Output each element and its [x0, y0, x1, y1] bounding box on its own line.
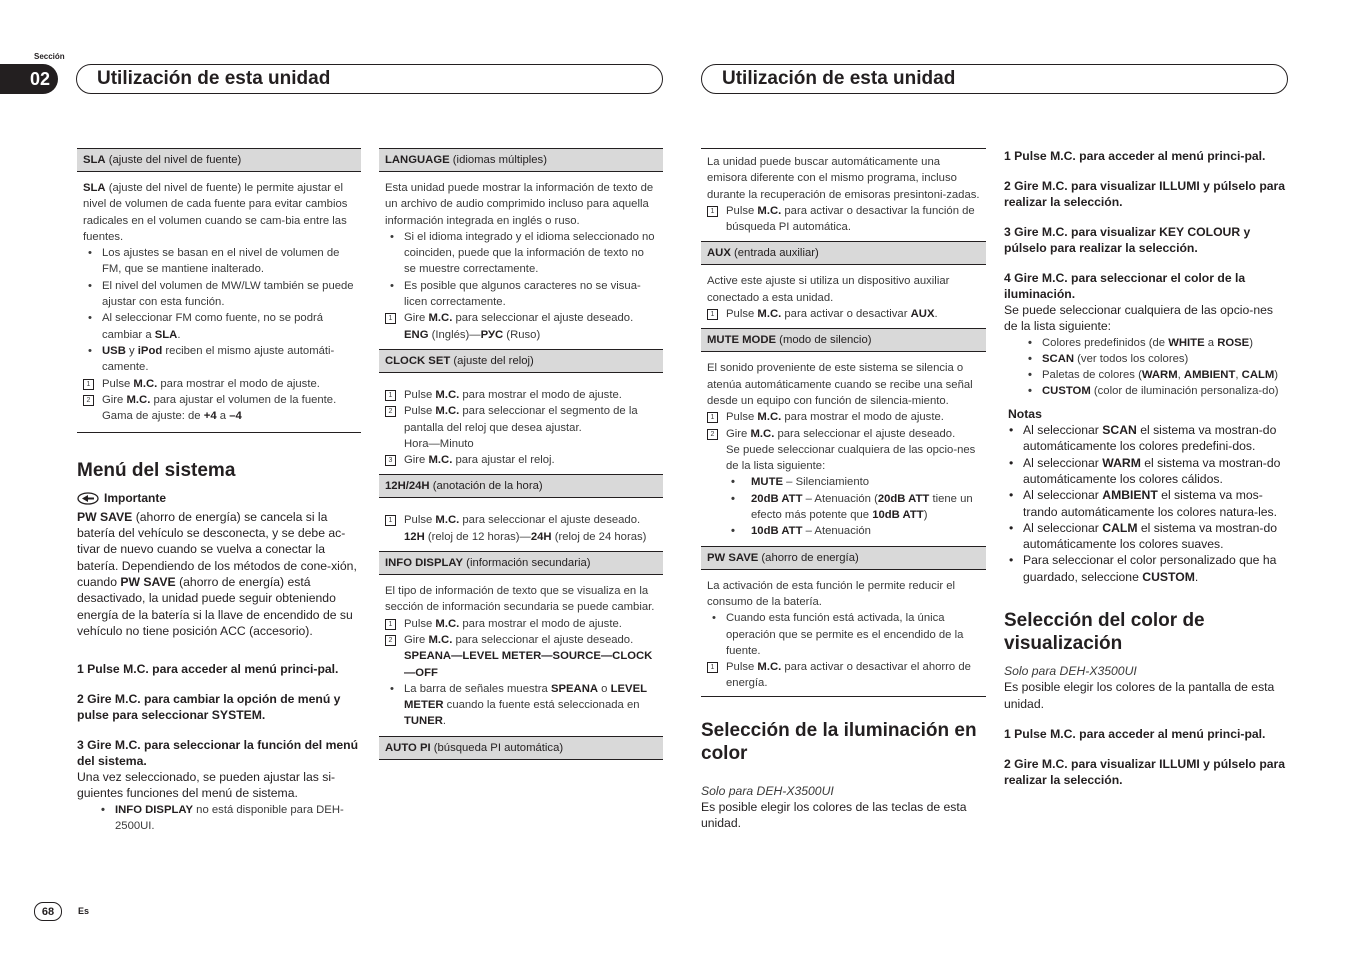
- list-item: • USB y iPod reciben el mismo ajuste automáti-camente.: [83, 343, 355, 376]
- list-item: • Los ajustes se basan en el nivel de volumen de FM, que se mantiene inalterado.: [83, 245, 355, 278]
- step-2: 2 Gire M.C. para cambiar la opción de menú y pulse para seleccionar SYSTEM.: [77, 692, 341, 723]
- list-item: • INFO DISPLAY no está disponible para DEH-2500UI.: [77, 802, 361, 835]
- step-2: 2 Gire M.C. para visualizar ILLUMI y púlselo para realizar la selección.: [1004, 756, 1286, 787]
- display-color-body: Es posible elegir los colores de la pantalla de esta unidad.: [1004, 680, 1275, 711]
- table-header-mute-mode: MUTE MODE (modo de silencio): [701, 328, 986, 352]
- step-2: 2 Gire M.C. para visualizar ILLUMI y púlselo para realizar la selección.: [1004, 179, 1286, 209]
- step-item: 1 Pulse M.C. para mostrar el modo de ajuste.: [83, 376, 355, 392]
- step-item: 1 Pulse M.C. para mostrar el modo de ajuste.: [385, 616, 657, 632]
- table-header-pw-save: PW SAVE (ahorro de energía): [701, 546, 986, 570]
- list-item: • El nivel del volumen de MW/LW también se puede ajustar con esta función.: [83, 278, 355, 311]
- step-item: 1 Pulse M.C. para activar o desactivar AUX.: [707, 306, 980, 322]
- table-header-info-display: INFO DISPLAY (información secundaria): [379, 551, 663, 575]
- aux-body: Active este ajuste si utiliza un dispositivo auxiliar conectado a esta unidad.: [707, 275, 950, 304]
- table-body-12h24h: [379, 512, 663, 551]
- mute-body: El sonido proveniente de este sistema se silencia o atenúa automáticamente cuando se recibe una señal desde un equipo con función de silencia-miento.: [707, 362, 973, 407]
- table-body-aux: [701, 273, 986, 328]
- pw-save-body: La activación de esta función le permite reducir el consumo de la batería.: [707, 579, 956, 608]
- list-item: • MUTE – Silenciamiento: [707, 474, 980, 490]
- step-3: 3 Gire M.C. para seleccionar la función del menú del sistema.: [77, 738, 359, 769]
- step-item: 2 Pulse M.C. para seleccionar el segmento de la pantalla del reloj que desea ajustar. Hora—Minuto: [385, 403, 657, 452]
- step-3-body: Una vez seleccionado, se pueden ajustar las si-guientes funciones del menú de sistema.: [77, 770, 336, 801]
- sla-intro: SLA (ajuste del nivel de fuente) le permite ajustar el nivel de volumen de cada fuente para evitar cambios radicales en el volumen cuando se cam-bia entre las fuentes.: [83, 182, 348, 243]
- step-1: 1 Pulse M.C. para acceder al menú princi-pal.: [77, 662, 339, 677]
- column-1: [77, 148, 361, 834]
- notes-list: [1004, 422, 1289, 585]
- table-body-info-display: [379, 583, 663, 736]
- section-label: Sección: [34, 52, 65, 61]
- list-item: • Al seleccionar WARM el sistema va mostran-do automáticamente los colores cálidos.: [1004, 455, 1289, 488]
- step-4: 4 Gire M.C. para seleccionar el color de la iluminación.: [1004, 271, 1246, 301]
- notes-heading: Notas: [1008, 406, 1042, 421]
- list-item: • Si el idioma integrado y el idioma seleccionado no coinciden, puede que la información de texto no se muestre correctamente.: [385, 229, 657, 278]
- section-title-display-color: Selección del color de visualización: [1004, 610, 1205, 655]
- table-body-sla: [77, 180, 361, 432]
- page-header-right: Utilización de esta unidad: [701, 64, 1288, 94]
- step-item: 2 Gire M.C. para seleccionar el ajuste deseado. SPEANA—LEVEL METER—SOURCE—CLOCK—OFF: [385, 632, 657, 681]
- list-item: • Cuando esta función está activada, la única operación que se permite es el encendido de la fuente.: [707, 610, 980, 659]
- list-item: • 20dB ATT – Atenuación (20dB ATT tiene un efecto más potente que 10dB ATT): [707, 491, 980, 524]
- list-item: • Para seleccionar el color personalizado que ha guardado, seleccione CUSTOM.: [1004, 552, 1289, 585]
- list-item: • Al seleccionar SCAN el sistema va mostran-do automáticamente los colores predefini-dos.: [1004, 422, 1289, 455]
- list-item: • Al seleccionar CALM el sistema va mostran-do automáticamente los colores suaves.: [1004, 520, 1289, 553]
- step-4-body: Se puede seleccionar cualquiera de las opcio-nes de la lista siguiente:: [1004, 303, 1273, 334]
- table-header-language: LANGUAGE (idiomas múltiples): [379, 148, 663, 172]
- step-item: 1 Gire M.C. para seleccionar el ajuste deseado. ENG (Inglés)—РУС (Ruso): [385, 310, 657, 343]
- list-item: • CUSTOM (color de iluminación personaliza-do): [1004, 383, 1289, 399]
- important-icon: [77, 492, 99, 505]
- model-note: Solo para DEH-X3500UI: [1004, 664, 1137, 679]
- table-header-aux: AUX (entrada auxiliar): [701, 241, 986, 265]
- list-item: • Colores predefinidos (de WHITE a ROSE): [1004, 335, 1289, 351]
- table-body-clock: [379, 387, 663, 474]
- table-header-12h24h: 12H/24H (anotación de la hora): [379, 474, 663, 498]
- table-header-auto-pi: AUTO PI (búsqueda PI automática): [379, 736, 663, 760]
- step-item: 2 Gire M.C. para ajustar el volumen de la fuente. Gama de ajuste: de +4 a –4: [83, 392, 355, 425]
- step-1: 1 Pulse M.C. para acceder al menú princi-pal.: [1004, 149, 1266, 163]
- page-header-left: Utilización de esta unidad: [76, 64, 663, 94]
- section-number-badge: 02: [0, 64, 58, 94]
- info-display-body: El tipo de información de texto que se visualiza en la sección de información secundaria se puede cambiar.: [385, 585, 655, 614]
- table-body-auto-pi: [701, 154, 986, 241]
- step-item: 3 Gire M.C. para ajustar el reloj.: [385, 452, 657, 468]
- step-item: 1 Pulse M.C. para seleccionar el ajuste deseado. 12H (reloj de 12 horas)—24H (reloj de 24 horas): [385, 512, 657, 545]
- auto-pi-body: La unidad puede buscar automáticamente una emisora diferente con el mismo programa, incluso durante la recuperación de emisoras presintoni-zadas.: [707, 156, 980, 201]
- list-item: • La barra de señales muestra SPEANA o LEVEL METER cuando la fuente está seleccionada en TUNER.: [385, 681, 657, 730]
- table-header-sla: SLA (ajuste del nivel de fuente): [77, 148, 361, 172]
- language-body: Esta unidad puede mostrar la información de texto de un archivo de audio comprimido incluso para aquella información integrada en inglés o ruso.: [385, 182, 654, 227]
- step-item: 1 Pulse M.C. para activar o desactivar la función de búsqueda PI automática.: [707, 203, 980, 236]
- model-note: Solo para DEH-X3500UI: [701, 783, 834, 798]
- list-item: • Al seleccionar AMBIENT el sistema va mos-trando automáticamente los colores natura-les.: [1004, 487, 1289, 520]
- table-header-clock: CLOCK SET (ajuste del reloj): [379, 349, 663, 373]
- step-item: 1 Pulse M.C. para mostrar el modo de ajuste.: [707, 409, 980, 425]
- important-label: Importante: [104, 491, 167, 506]
- section-title-menu: Menú del sistema: [77, 460, 236, 482]
- list-item: • 10dB ATT – Atenuación: [707, 523, 980, 539]
- key-color-body: Es posible elegir los colores de las teclas de esta unidad.: [701, 800, 967, 831]
- step-3: 3 Gire M.C. para visualizar KEY COLOUR y púlselo para realizar la selección.: [1004, 225, 1251, 255]
- language-code: Es: [78, 906, 90, 916]
- page-number: 68: [34, 902, 62, 921]
- table-body-language: [379, 180, 663, 349]
- column-2: [379, 148, 663, 768]
- list-item: • Es posible que algunos caracteres no se visua-licen correctamente.: [385, 278, 657, 311]
- important-heading: [77, 490, 361, 506]
- step-item: 1 Pulse M.C. para mostrar el modo de ajuste.: [385, 387, 657, 403]
- list-item: • Paletas de colores (WARM, AMBIENT, CALM): [1004, 367, 1289, 383]
- table-body-pw-save: [701, 578, 986, 696]
- table-body-mute-mode: [701, 360, 986, 545]
- list-item: • SCAN (ver todos los colores): [1004, 351, 1289, 367]
- column-4: [1004, 148, 1289, 788]
- important-text: PW SAVE (ahorro de energía) se cancela si la batería del vehículo se desconecta, y se debe ac-tivar de nuevo cuando se vuelva a conectar la batería. Dependiendo de los métodos de cone-xión, cuando PW SAVE (ahorro de energía) está desactivado, la unidad puede seguir obteniendo energía de la batería si la llave de encendido de su vehículo no tiene posición ACC (accesorio).: [77, 509, 357, 638]
- step-item: 1 Pulse M.C. para activar o desactivar el ahorro de energía.: [707, 659, 980, 692]
- step-item: 2 Gire M.C. para seleccionar el ajuste deseado. Se puede seleccionar cualquiera de las opcio-nes de la lista siguiente:: [707, 426, 980, 475]
- step-1: 1 Pulse M.C. para acceder al menú princi-pal.: [1004, 726, 1266, 741]
- list-item: • Al seleccionar FM como fuente, no se podrá cambiar a SLA.: [83, 310, 355, 343]
- color-options: [1004, 335, 1289, 400]
- section-title-key-color: Selección de la iluminación en color: [701, 719, 977, 764]
- column-3: [701, 148, 986, 832]
